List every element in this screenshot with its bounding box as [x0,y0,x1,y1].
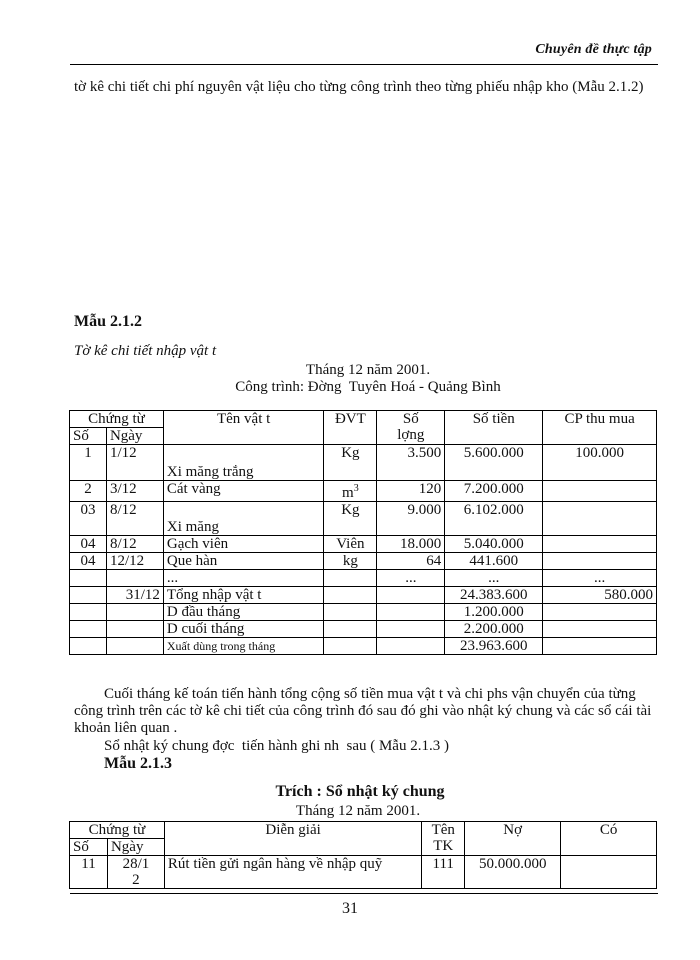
form2-title: Trích : Sổ nhật ký chung [275,783,445,800]
col-qty: Số lợng [377,411,445,445]
table-row: ... ... ... ... [70,570,657,587]
table-row-total: 31/12 Tổng nhập vật t 24.383.600 580.000 [70,587,657,604]
col-no: Số [70,428,107,445]
header-title: Chuyên đề thực tập [535,42,652,57]
table-row: 03 8/12 Xi măng Kg 9.000 6.102.000 [70,502,657,536]
form1-period: Tháng 12 năm 2001. [305,362,431,378]
table-row: D đầu tháng 1.200.000 [70,604,657,621]
form1-subtitle: Tờ kê chi tiết nhập vật t [74,343,217,359]
journal-table [69,821,657,889]
table-header-row [70,411,657,428]
col-amount: Số tiền [445,411,543,445]
closing-paragraph: Cuối tháng kế toán tiến hành tổng cộng số tiền mua vật t và chi phs vận chuyển của từng công trình trên các tờ kê chi tiết của công trình đó sau đó ghi vào nhật ký chung và các sổ cái tài khoản liên quan . [74,686,652,736]
form1-project: Công trình: Đờng Tuyên Hoá - Quảng Bình [235,379,501,395]
col-debit: Nợ [465,822,561,856]
form2-code: Mẫu 2.1.3 [104,755,172,772]
col-cost: CP thu mua [543,411,657,445]
material-table [69,410,657,655]
table-row: D cuối tháng 2.200.000 [70,621,657,638]
journal-intro: Sổ nhật ký chung đợc tiến hành ghi nh sau ( Mẫu 2.1.3 ) [104,738,449,754]
form1-code: Mẫu 2.1.2 [74,313,142,330]
col-unit: ĐVT [324,411,377,445]
col-desc: Diễn giải [164,822,421,856]
col-name: Tên vật t [163,411,324,445]
footer-rule [70,893,658,894]
table-row: Xuất dùng trong tháng 23.963.600 [70,638,657,655]
form2-period: Tháng 12 năm 2001. [295,803,421,819]
journal-header-row [70,822,657,839]
header-rule [70,64,658,65]
table-row: 2 3/12 Cát vàng $m^3$ 120 7.200.000 [70,481,657,502]
col-account: Tên TK [422,822,465,856]
col-credit: Có [561,822,657,856]
table-row: 04 8/12 Gạch viên Viên 18.000 5.040.000 [70,536,657,553]
page-number: 31 [342,900,358,917]
col-voucher: Chứng từ [70,411,164,428]
journal-row: 11 28/1 2 Rút tiền gửi ngân hàng về nhập quỹ 111 50.000.000 [70,856,657,889]
table-row: 1 1/12 Xi măng trắng Kg 3.500 5.600.000 100.000 [70,445,657,481]
col-voucher: Chứng từ [70,822,165,839]
col-date: Ngày [107,839,164,856]
table-row: 04 12/12 Que hàn kg 64 441.600 [70,553,657,570]
col-no: Số [70,839,108,856]
intro-paragraph: tờ kê chi tiết chi phí nguyên vật liệu cho từng công trình theo từng phiếu nhập kho (Mẫu 2.1.2) [74,79,644,95]
col-date: Ngày [106,428,163,445]
